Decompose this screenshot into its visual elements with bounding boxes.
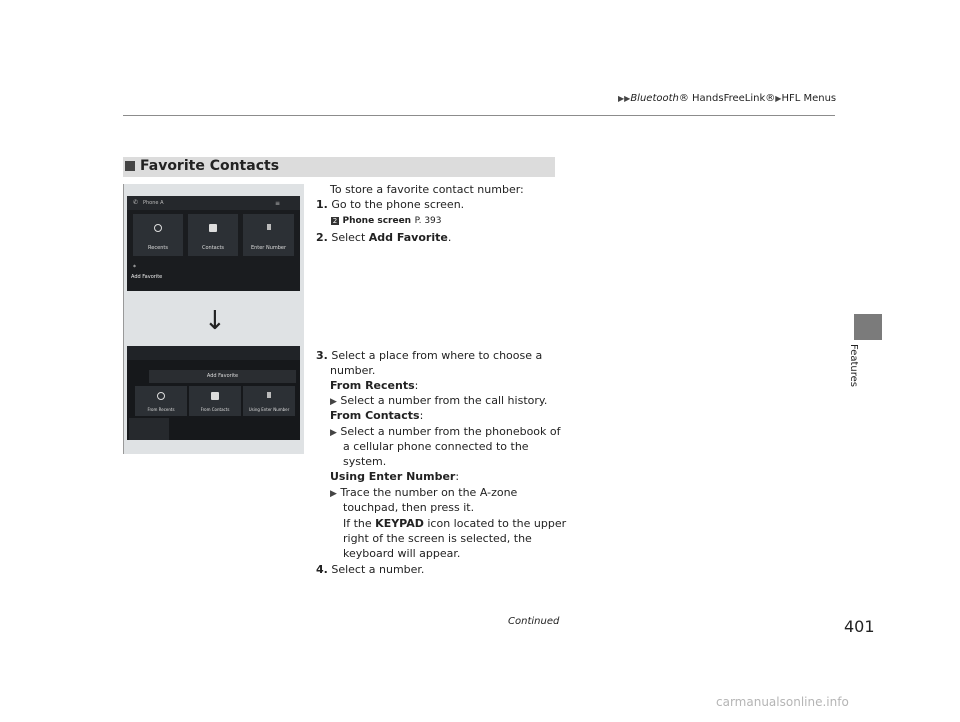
topbar-label: Phone A <box>143 200 164 206</box>
chapter-label: Features <box>848 344 859 387</box>
triangle-bullet-icon: ▶ <box>330 428 337 438</box>
contact-icon <box>211 392 219 400</box>
cross-reference: 2 Phone screen P. 393 <box>332 216 442 226</box>
keypad-icon <box>267 392 271 398</box>
step-2: 2. Select Add Favorite. <box>316 231 452 244</box>
triangle-bullet-icon: ▶ <box>330 489 337 499</box>
watermark: carmanualsonline.info <box>716 695 849 709</box>
tile-using-enter-number: Using Enter Number <box>243 386 295 416</box>
using-enter-number-desc-5: keyboard will appear. <box>343 547 461 560</box>
from-contacts-desc: ▶ Select a number from the phonebook of <box>330 425 561 438</box>
keypad-icon <box>267 224 271 230</box>
using-enter-number-desc: ▶ Trace the number on the A-zone <box>330 486 518 499</box>
add-favorite-screen-image <box>127 346 300 440</box>
tile-from-contacts: From Contacts <box>189 386 241 416</box>
from-contacts-label: From Contacts: <box>330 409 424 422</box>
breadcrumb-item: Bluetooth <box>630 93 679 104</box>
using-enter-number-desc-3: If the KEYPAD icon located to the upper <box>343 517 567 530</box>
dialog-title: Add Favorite <box>149 370 296 383</box>
figure-panel <box>123 184 304 454</box>
double-arrow-icon: ▶▶ <box>618 94 631 103</box>
reference-icon: 2 <box>332 217 338 225</box>
breadcrumb <box>618 93 837 104</box>
using-enter-number-desc-2: touchpad, then press it. <box>343 501 475 514</box>
square-bullet-icon <box>125 161 135 171</box>
arrow-icon: ▶ <box>775 94 782 103</box>
tile-enter-number: Enter Number <box>243 214 294 256</box>
star-icon: * <box>133 264 136 271</box>
tile-contacts: Contacts <box>188 214 238 256</box>
down-arrow-icon: ↓ <box>204 306 226 336</box>
phone-screen-image <box>127 196 300 291</box>
step-1: 1. Go to the phone screen. <box>316 198 465 211</box>
from-contacts-desc-2: a cellular phone connected to the <box>343 440 529 453</box>
screen-topbar <box>127 196 300 210</box>
using-enter-number-label: Using Enter Number: <box>330 470 460 483</box>
from-contacts-desc-3: system. <box>343 455 387 468</box>
step-3: 3. Select a place from where to choose a <box>316 349 543 362</box>
header-rule <box>123 115 835 116</box>
phone-icon: ✆ <box>133 199 139 206</box>
tile-from-recents: From Recents <box>135 386 187 416</box>
step-3-line2: number. <box>330 364 376 377</box>
chapter-tab <box>854 314 882 340</box>
section-header <box>123 157 555 177</box>
triangle-bullet-icon: ▶ <box>330 397 337 407</box>
breadcrumb-item: HFL Menus <box>781 93 837 104</box>
breadcrumb-item: ® HandsFreeLink® <box>678 93 776 104</box>
continued-label: Continued <box>508 616 560 627</box>
section-title: Favorite Contacts <box>140 158 280 174</box>
intro-text: To store a favorite contact number: <box>330 183 524 196</box>
using-enter-number-desc-4: right of the screen is selected, the <box>343 532 532 545</box>
add-favorite-label: Add Favorite <box>131 274 163 280</box>
contact-icon <box>209 224 217 232</box>
from-recents-label: From Recents: <box>330 379 419 392</box>
menu-icon: ≡ <box>274 200 280 207</box>
tile-recents: Recents <box>133 214 183 256</box>
screen-topbar <box>127 346 300 360</box>
faded-panel <box>129 418 169 440</box>
clock-icon <box>154 224 162 232</box>
page-number: 401 <box>844 617 875 636</box>
from-recents-desc: ▶ Select a number from the call history. <box>330 394 548 407</box>
step-4: 4. Select a number. <box>316 563 425 576</box>
clock-icon <box>157 392 165 400</box>
